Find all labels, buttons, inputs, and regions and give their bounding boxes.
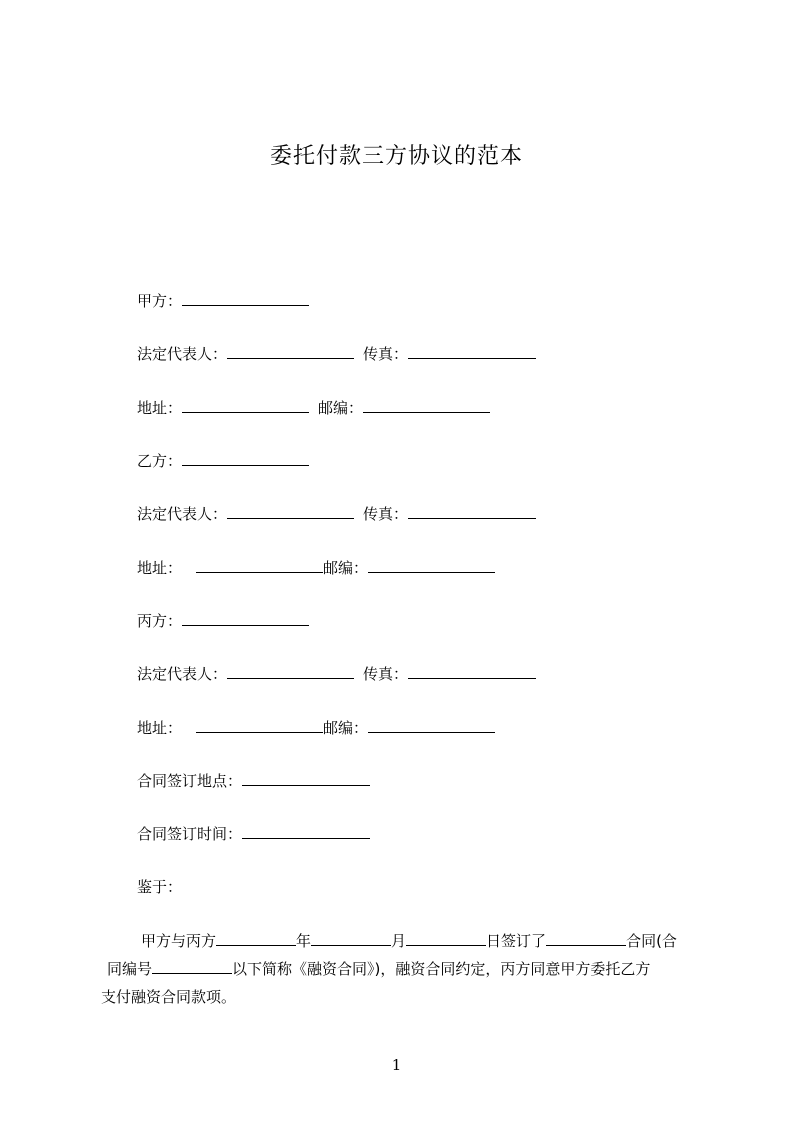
whereas-line (137, 877, 182, 897)
para-text-5: 合同(合 (626, 932, 677, 950)
contract-year-blank[interactable] (216, 931, 296, 946)
para-text-6: 同编号 (107, 960, 153, 978)
party-a-fax-label: 传真： (363, 345, 409, 363)
party-c-rep-line (137, 664, 536, 684)
party-b-address-line (137, 558, 495, 578)
party-c-fax-blank[interactable] (408, 664, 536, 679)
party-c-label: 丙方： (137, 612, 183, 630)
party-b-rep-line (137, 504, 536, 524)
contract-month-blank[interactable] (311, 931, 391, 946)
para-text-2: 年 (296, 932, 312, 950)
para-text-4: 日签订了 (486, 932, 547, 950)
party-c-address-blank[interactable] (196, 718, 323, 733)
party-a-rep-blank[interactable] (227, 344, 354, 359)
party-c-rep-blank[interactable] (227, 664, 354, 679)
party-a-blank[interactable] (182, 291, 309, 306)
party-a-address-label: 地址： (137, 399, 183, 417)
party-b-address-label: 地址： (137, 559, 183, 577)
para-text-7: 以下简称《融资合同》)，融资合同约定，丙方同意甲方委托乙方 (232, 960, 651, 978)
para-text-8: 支付融资合同款项。 (101, 988, 237, 1006)
sign-place-label: 合同签订地点： (137, 772, 243, 790)
party-b-blank[interactable] (182, 451, 309, 466)
sign-time-blank[interactable] (242, 824, 370, 839)
party-c-postcode-blank[interactable] (368, 718, 495, 733)
party-b-address-blank[interactable] (196, 558, 323, 573)
party-a-postcode-label: 邮编： (318, 399, 364, 417)
party-a-address-blank[interactable] (182, 398, 309, 413)
party-b-line (137, 451, 309, 471)
party-b-rep-blank[interactable] (227, 504, 354, 519)
party-a-postcode-blank[interactable] (363, 398, 490, 413)
party-b-postcode-blank[interactable] (368, 558, 495, 573)
page-number: 1 (391, 1056, 402, 1074)
whereas-paragraph (101, 927, 701, 1011)
party-b-rep-label: 法定代表人： (137, 505, 228, 523)
party-c-address-line (137, 718, 495, 738)
party-c-rep-label: 法定代表人： (137, 665, 228, 683)
contract-day-blank[interactable] (406, 931, 486, 946)
contract-number-blank[interactable] (152, 959, 232, 974)
sign-time-line (137, 824, 370, 844)
party-b-fax-label: 传真： (363, 505, 409, 523)
party-a-rep-line (137, 344, 536, 364)
para-text-1: 甲方与丙方 (141, 932, 217, 950)
document-title: 委托付款三方协议的范本 (269, 144, 523, 169)
party-c-fax-label: 传真： (363, 665, 409, 683)
party-b-label: 乙方： (137, 452, 183, 470)
party-a-label: 甲方： (137, 292, 183, 310)
party-a-address-line (137, 398, 490, 418)
party-a-rep-label: 法定代表人： (137, 345, 228, 363)
para-text-3: 月 (391, 932, 407, 950)
sign-place-line (137, 771, 370, 791)
party-a-fax-blank[interactable] (408, 344, 536, 359)
sign-time-label: 合同签订时间： (137, 825, 243, 843)
sign-place-blank[interactable] (242, 771, 370, 786)
party-c-line (137, 611, 309, 631)
party-b-fax-blank[interactable] (408, 504, 536, 519)
party-c-postcode-label: 邮编： (323, 719, 369, 737)
contract-name-blank[interactable] (546, 931, 626, 946)
party-c-address-label: 地址： (137, 719, 183, 737)
party-a-line (137, 291, 309, 311)
whereas-label: 鉴于： (137, 878, 183, 896)
party-b-postcode-label: 邮编： (323, 559, 369, 577)
party-c-blank[interactable] (182, 611, 309, 626)
